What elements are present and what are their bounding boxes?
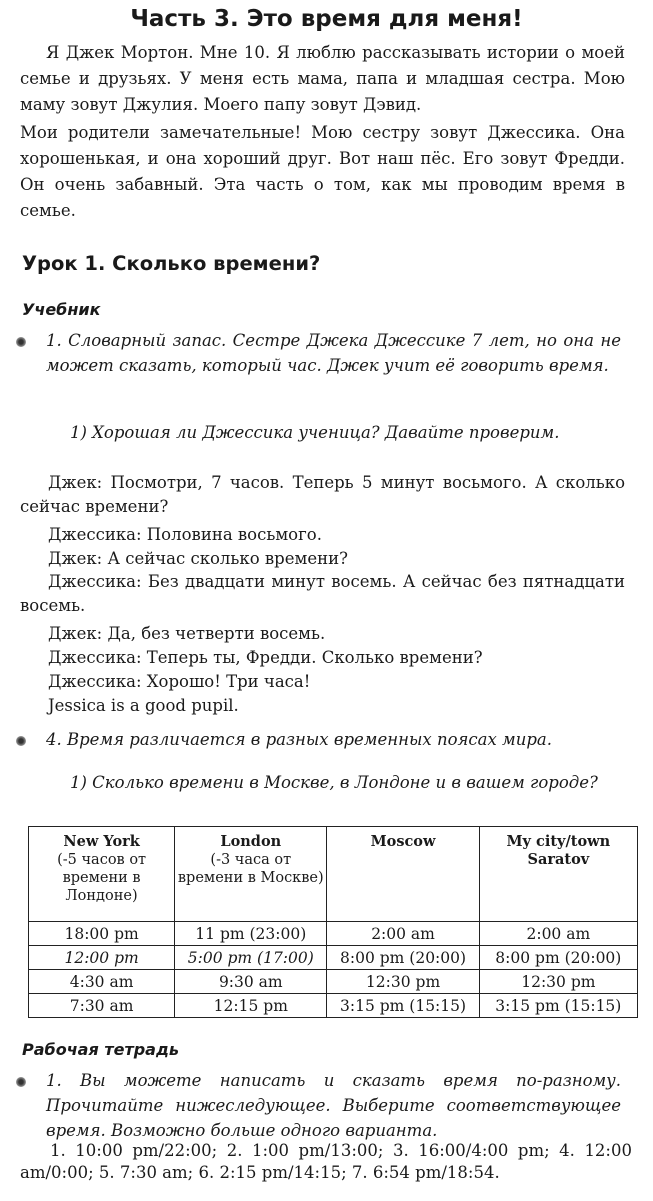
table-cell: 2:00 am: [479, 922, 637, 946]
table-header-row: [29, 827, 638, 922]
table-cell: 2:00 am: [327, 922, 479, 946]
task-1: 1. Словарный запас. Сестре Джека Джессике 7 лет, но она не может сказать, который час. Джек учит её говорить время.: [46, 331, 621, 375]
workbook-label: Рабочая тетрадь: [22, 1040, 179, 1059]
table-row: [29, 922, 638, 946]
table-cell: 18:00 pm: [29, 922, 175, 946]
dialogue-line: Джессика: Теперь ты, Фредди. Сколько времени?: [48, 648, 483, 667]
textbook-label: Учебник: [22, 300, 101, 319]
dialogue-line: Jessica is a good pupil.: [48, 696, 239, 715]
workbook-answers: 1. 10:00 pm/22:00; 2. 1:00 pm/13:00; 3. 16:00/4:00 pm; 4. 12:00 am/0:00; 5. 7:30 am; 6. 2:15 pm/14:15; 7. 6:54 pm/18:54.: [20, 1141, 632, 1182]
table-row: [29, 970, 638, 994]
workbook-task-1: 1. Вы можете написать и сказать время по-разному. Прочитайте нижеследующее. Выберите соответствующее время. Возможно больше одного варианта.: [46, 1071, 621, 1140]
lesson-title: Урок 1. Сколько времени?: [22, 252, 321, 275]
table-cell: 12:30 pm: [479, 970, 637, 994]
dialogue-line: Джек: Посмотри, 7 часов. Теперь 5 минут восьмого. А сколько сейчас времени?: [20, 473, 625, 516]
dialogue-line: Джек: А сейчас сколько времени?: [48, 549, 348, 568]
table-cell: 9:30 am: [175, 970, 327, 994]
table-header-cell: London (-3 часа от времени в Москве): [175, 827, 327, 922]
time-zone-table: [28, 826, 638, 1018]
table-cell: 8:00 pm (20:00): [479, 946, 637, 970]
table-cell: 8:00 pm (20:00): [327, 946, 479, 970]
dialogue-line: Джессика: Половина восьмого.: [48, 525, 322, 544]
table-cell: 12:30 pm: [327, 970, 479, 994]
table-cell: 11 pm (23:00): [175, 922, 327, 946]
task-1-subtask: 1) Хорошая ли Джессика ученица? Давайте проверим.: [70, 423, 560, 442]
table-header-cell: My city/town Saratov: [479, 827, 637, 922]
table-cell: 3:15 pm (15:15): [479, 994, 637, 1018]
task-4: 4. Время различается в разных временных поясах мира.: [46, 730, 553, 749]
table-cell: 5:00 pm (17:00): [175, 946, 327, 970]
table-cell: 12:00 pm: [29, 946, 175, 970]
table-cell: 4:30 am: [29, 970, 175, 994]
dialogue-line: Джессика: Хорошо! Три часа!: [48, 672, 311, 691]
table-cell: 7:30 am: [29, 994, 175, 1018]
dialogue-line: Джессика: Без двадцати минут восемь. А сейчас без пятнадцати восемь.: [20, 572, 625, 615]
table-cell: 12:15 pm: [175, 994, 327, 1018]
page-title: Часть 3. Это время для меня!: [130, 6, 523, 32]
dialogue-line: Джек: Да, без четверти восемь.: [48, 624, 326, 643]
table-header-cell: Moscow: [327, 827, 479, 922]
table-row: [29, 994, 638, 1018]
bullet-icon: [16, 337, 26, 347]
table-header-cell: New York (-5 часов от времени в Лондоне): [29, 827, 175, 922]
bullet-icon: [16, 1077, 26, 1087]
table-cell: 3:15 pm (15:15): [327, 994, 479, 1018]
intro-paragraph-1: Я Джек Мортон. Мне 10. Я люблю рассказывать истории о моей семье и друзьях. У меня есть мама, папа и младшая сестра. Мою маму зовут Джулия. Моего папу зовут Дэвид.: [20, 43, 625, 114]
bullet-icon: [16, 736, 26, 746]
table-row: [29, 946, 638, 970]
task-4-subtask: 1) Сколько времени в Москве, в Лондоне и в вашем городе?: [70, 773, 598, 792]
intro-paragraph-2: Мои родители замечательные! Мою сестру зовут Джессика. Она хорошенькая, и она хороший друг. Вот наш пёс. Его зовут Фредди. Он очень забавный. Эта часть о том, как мы проводим время в семье.: [20, 123, 625, 220]
